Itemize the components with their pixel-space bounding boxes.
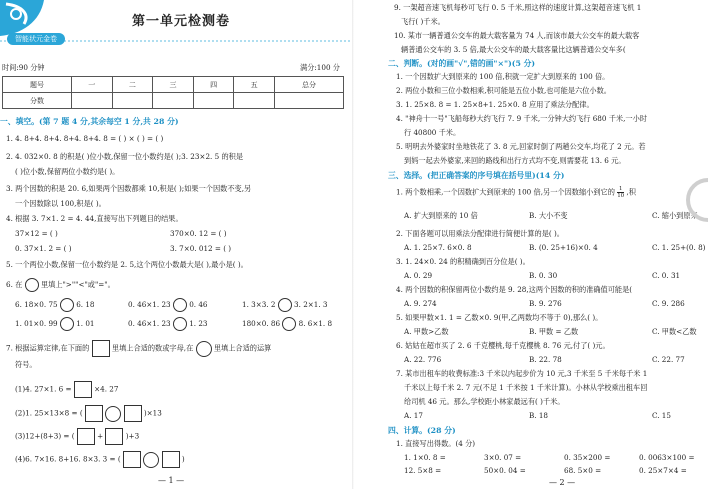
compare-right: 0. 46 (189, 300, 208, 309)
q7-expr: )×13 (143, 408, 162, 418)
q4-item: 37×12 = ( ) (15, 229, 58, 238)
choice-option[interactable]: A. 0. 29 (404, 271, 433, 280)
judge-3: 3. 1. 25×8. 8 = 1. 25×8+1. 25×0. 8 应用了乘法分配律。 (396, 100, 594, 109)
table-cell[interactable] (112, 93, 153, 109)
compare-item (15, 317, 95, 331)
q7-expr: (3)12+(8+3) = ( (15, 431, 75, 441)
choice-7a: 7. 某市出租车的收费标准:3 千米以内起步价为 10 元,3 千米至 5 千米每千米 1 (396, 369, 648, 378)
compare-right: 6. 18 (76, 300, 95, 309)
judge-1: 1. 一个因数扩大到原来的 100 倍,积就一定扩大到原来的 100 倍。 (396, 72, 610, 81)
question-1: 1. 4. 8+4. 8+4. 8+4. 8+4. 8 = ( ) × ( ) = ( ) (6, 134, 164, 143)
table-cell[interactable] (153, 93, 194, 109)
compare-left: 1. 01×0. 99 (15, 319, 58, 328)
q7-expr: (2)1. 25×13×8 = ( (15, 408, 83, 418)
calc-item: 68. 5×0 = (564, 466, 602, 475)
question-2b: ( )位小数,保留两位小数约是( )。 (15, 167, 120, 176)
choice-option[interactable]: C. 15 (652, 411, 671, 420)
table-row (3, 77, 344, 93)
compare-left: 0. 46×1. 23 (128, 319, 171, 328)
table-cell[interactable] (234, 93, 275, 109)
compare-item (15, 298, 95, 312)
compare-item (128, 298, 208, 312)
q7-text: 里填上合适的数或字母,在 (111, 343, 194, 353)
calc-item: 0. 35×200 = (564, 453, 611, 462)
choice-1-text: 1. 两个数相乘,一个因数扩大到原来的 100 倍,另一个因数缩小到它的 (396, 187, 615, 197)
fraction (617, 186, 624, 199)
q6-tail: 里填上">""<"或"="。 (40, 280, 115, 289)
answer-box-icon (92, 340, 110, 357)
calc-item: 0. 25×7×4 = (639, 466, 687, 475)
answer-box[interactable] (77, 428, 95, 445)
fraction-denominator: 10 (617, 193, 625, 199)
question-2a: 2. 4. 032×0. 8 的积是( )位小数,保留一位小数约是( );3. 23×2. 5 的积是 (6, 152, 244, 161)
calc-item: 3×0. 07 = (484, 453, 522, 462)
compare-circle[interactable] (173, 317, 187, 331)
q7-text: 7. 根据运算定律,在下面的 (6, 343, 90, 353)
answer-circle-icon (196, 341, 212, 357)
table-cell: 分数 (3, 93, 72, 109)
answer-box[interactable] (123, 451, 141, 468)
compare-item (128, 317, 208, 331)
choice-option[interactable]: B. 18 (529, 411, 548, 420)
question-9a: 9. 一架超音速飞机每秒可飞行 0. 5 千米,照这样的速度计算,这架超音速飞机 1 (394, 3, 642, 12)
q7-expr: (1)4. 27×1. 6 = (15, 384, 72, 394)
choice-6: 6. 姑姑在超市买了 2. 6 千克樱桃,每千克樱桃 8. 76 元,付了( )元。 (396, 341, 610, 350)
judge-2: 2. 两位小数和三位小数相乘,积可能是五位小数,也可能是六位小数。 (396, 86, 611, 95)
q7-item-3 (15, 428, 139, 445)
answer-box[interactable] (162, 451, 180, 468)
compare-left: 1. 3×3. 2 (242, 300, 276, 309)
compare-left: 6. 18×0. 75 (15, 300, 58, 309)
fraction-numerator: 1 (618, 186, 623, 192)
table-cell: 总分 (274, 77, 343, 93)
full-score: 满分:100 分 (300, 63, 340, 72)
q6-text: 6. 在 (6, 280, 23, 289)
choice-option[interactable]: B. 大小不变 (529, 211, 568, 220)
q4-item: 0. 37×1. 2 = ( ) (15, 244, 72, 253)
table-cell: 三 (153, 77, 194, 93)
question-4: 4. 根据 3. 7×1. 2 = 4. 44,直接写出下列题目的结果。 (6, 214, 183, 223)
table-cell[interactable] (193, 93, 234, 109)
judge-5b: 到妈一起去外婆家,来回的路线和出行方式均不变,则需要花 13. 6 元。 (404, 156, 626, 165)
section-calc: 四、计算。(28 分) (388, 426, 456, 435)
choice-option[interactable]: A. 17 (404, 411, 423, 420)
q7-item-2 (15, 405, 162, 422)
answer-box[interactable] (85, 405, 103, 422)
time-limit: 时间:90 分钟 (2, 63, 45, 72)
choice-option[interactable]: C. 9. 286 (652, 299, 685, 308)
choice-option[interactable]: B. 0. 30 (529, 271, 558, 280)
compare-left: 0. 46×1. 23 (128, 300, 171, 309)
question-10a: 10. 某市一辆普通公交车的最大载客量为 74 人,而该市最大公交车的最大载客 (394, 31, 640, 40)
choice-option[interactable]: C. 甲数<乙数 (652, 327, 697, 336)
choice-option[interactable]: C. 1. 25+(0. 8) (652, 243, 706, 252)
question-3b: 一个因数除以 100,积是( )。 (15, 199, 106, 208)
compare-circle[interactable] (278, 298, 292, 312)
question-5: 5. 一个两位小数,保留一位小数约是 2. 5,这个两位小数最大是( ),最小是( )。 (6, 260, 248, 269)
section-choice: 三、选择。(把正确答案的序号填在括号里)(14 分) (388, 171, 565, 180)
compare-circle-icon (25, 278, 39, 292)
q7-text: 里填上合适的运算 (213, 343, 272, 353)
calc-item: 0. 0063×100 = (639, 453, 695, 462)
choice-option[interactable]: C. 0. 31 (652, 271, 681, 280)
q7-symbol-note: 符号。 (15, 360, 37, 369)
table-row (3, 93, 344, 109)
compare-left: 180×0. 86 (242, 319, 281, 328)
question-9b: 飞行( )千米。 (401, 17, 445, 26)
compare-circle[interactable] (173, 298, 187, 312)
q7-expr: (4)6. 7×16. 8+16. 8×3. 3 = ( (15, 454, 121, 464)
q7-expr: + (97, 431, 104, 441)
choice-7c: 给司机 46 元。那么,学校距小林家最远有( )千米。 (404, 397, 565, 406)
q7-expr: )+3 (125, 431, 140, 441)
answer-box[interactable] (124, 405, 142, 422)
choice-option[interactable]: B. 22. 78 (529, 355, 562, 364)
compare-item (242, 298, 328, 312)
q4-item: 370×0. 12 = ( ) (170, 229, 227, 238)
right-page (354, 0, 708, 489)
compare-item (242, 317, 332, 331)
choice-7b: 千米以上每千米 2. 7 元(不足 1 千米按 1 千米计算)。小林从学校乘出租车回 (404, 383, 648, 392)
choice-option[interactable]: A. 1. 25×7. 6×0. 8 (404, 243, 472, 252)
compare-right: 3. 2×1. 3 (294, 300, 328, 309)
edge-decoration-icon (686, 170, 708, 230)
q4-item: 3. 7×0. 012 = ( ) (170, 244, 232, 253)
page-number: — 2 — (549, 478, 576, 487)
table-cell: 一 (72, 77, 113, 93)
q7-item-1 (15, 381, 118, 398)
answer-box[interactable] (105, 428, 123, 445)
choice-option[interactable]: C. 缩小到原来 (652, 211, 698, 220)
judge-5a: 5. 明明去外婆家时坐地铁花了 3. 8 元,回家时倒了两趟公交车,均花了 2 元。若 (396, 142, 646, 151)
compare-circle[interactable] (60, 317, 74, 331)
section-fill-in: 一、填空。(第 7 题 4 分,其余每空 1 分,共 28 分) (0, 117, 179, 126)
compare-right: 8. 6×1. 8 (298, 319, 333, 328)
judge-4b: 行 40800 千米。 (404, 128, 461, 137)
answer-circle[interactable] (143, 452, 159, 468)
choice-1 (396, 186, 636, 199)
question-10b: 辆普通公交车的 3. 5 倍,最大公交车的最大载客量比这辆普通公交车多( (401, 45, 626, 54)
choice-option[interactable]: B. 9. 276 (529, 299, 562, 308)
q7-expr: ×4. 27 (94, 384, 119, 394)
answer-box[interactable] (74, 381, 92, 398)
question-3a: 3. 两个因数的积是 20. 6,如果两个因数都乘 10,积是( );如果一个因数不变,另 (6, 184, 252, 193)
choice-option[interactable]: A. 9. 274 (404, 299, 437, 308)
compare-right: 1. 01 (76, 319, 95, 328)
calc-1: 1. 直接写出得数。(4 分) (396, 439, 476, 448)
question-7 (6, 340, 271, 357)
compare-circle[interactable] (282, 317, 296, 331)
question-6 (6, 278, 115, 292)
score-table (2, 76, 344, 109)
choice-4: 4. 两个因数的积保留两位小数约是 9. 28,这两个因数的积的准确值可能是( (396, 285, 633, 294)
compare-circle[interactable] (60, 298, 74, 312)
page-title: 第一单元检测卷 (132, 14, 231, 29)
choice-option[interactable]: A. 扩大到原来的 10 倍 (404, 211, 478, 220)
choice-5: 5. 如果甲数×1. 1 = 乙数×0. 9(甲,乙两数均不等于 0),那么( )。 (396, 313, 603, 322)
q7-item-4 (15, 451, 185, 468)
choice-option[interactable]: B. 甲数 = 乙数 (529, 327, 579, 336)
calc-item: 50×0. 04 = (484, 466, 526, 475)
choice-3: 3. 1. 24×0. 24 的积精确到百分位是( )。 (396, 257, 530, 266)
section-judge: 二、判断。(对的画"√",错的画"×")(5 分) (388, 59, 536, 68)
choice-option[interactable]: C. 22. 77 (652, 355, 685, 364)
choice-option[interactable]: A. 22. 776 (404, 355, 442, 364)
calc-item: 12. 5×8 = (404, 466, 442, 475)
judge-4a: 4. "神舟十一号"飞船每秒大约飞行 7. 9 千米,一分钟大约飞行 680 千米,一小时 (396, 114, 647, 123)
choice-1-tail: ,积 (626, 187, 636, 197)
answer-circle[interactable] (105, 406, 121, 422)
table-cell: 四 (193, 77, 234, 93)
calc-item: 1. 1×0. 8 = (404, 453, 446, 462)
choice-option[interactable]: B. (0. 25+16)×0. 4 (529, 243, 598, 252)
table-cell: 题号 (3, 77, 72, 93)
table-cell: 二 (112, 77, 153, 93)
compare-right: 1. 23 (189, 319, 208, 328)
page-number: — 1 — (158, 476, 185, 485)
table-cell[interactable] (72, 93, 113, 109)
choice-2: 2. 下面各题可以用乘法分配律进行简便计算的是( )。 (396, 229, 564, 238)
table-cell[interactable] (274, 93, 343, 109)
table-cell: 五 (234, 77, 275, 93)
choice-option[interactable]: A. 甲数>乙数 (404, 327, 449, 336)
q7-expr: ) (181, 454, 185, 464)
subtitle-badge: 智能状元金卷 (7, 33, 65, 45)
